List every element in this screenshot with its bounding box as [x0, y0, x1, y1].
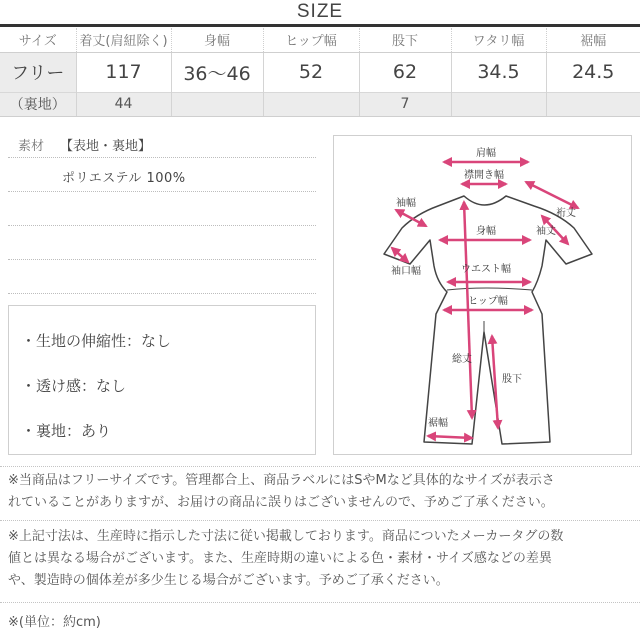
note-line: 値とは異なる場合がございます。また、生産時期の違いによる色・素材・サイズ感などの差異 [8, 551, 552, 566]
cell-hip-width: 52 [263, 52, 359, 92]
note-free-size [8, 470, 634, 514]
cell-lining-empty [451, 92, 546, 116]
note-line: ※当商品はフリーサイズです。管理都合上、商品ラベルにはSやMなど具体的なサイズが表示さ [8, 473, 555, 488]
material-label: 素材 [18, 139, 45, 154]
label-sleeve-length: 袖丈 [536, 226, 556, 237]
divider [8, 225, 316, 226]
divider [8, 191, 316, 192]
note-unit [8, 612, 634, 634]
title-underline [0, 24, 640, 27]
property-sheerness: ・透け感：なし [21, 377, 127, 395]
label-body-width: 身幅 [476, 226, 496, 237]
cell-lining-empty [546, 92, 640, 116]
divider [8, 157, 316, 158]
table-row-lining [0, 92, 640, 116]
header-hip-width: ヒップ幅 [263, 28, 359, 52]
header-size: サイズ [18, 34, 57, 50]
material-title: 【表地・裏地】 [60, 139, 152, 154]
header-body-width: 身幅 [171, 28, 263, 52]
garment-diagram [333, 135, 632, 455]
label-neck: 襟開き幅 [464, 170, 504, 181]
label-total-length: 総丈 [452, 354, 472, 365]
material-value: ポリエステル 100% [62, 171, 186, 186]
fabric-properties-box [8, 305, 316, 455]
label-hip: ヒップ幅 [468, 296, 508, 307]
label-shoulder: 肩幅 [476, 148, 496, 159]
label-waist: ウエスト幅 [461, 264, 511, 275]
cell-lining-label: （裏地） [0, 92, 76, 116]
header-thigh-width: ワタリ幅 [451, 28, 546, 52]
cell-hem-width: 24.5 [546, 52, 640, 92]
divider [8, 259, 316, 260]
divider [0, 602, 640, 603]
cell-lining-inseam: 7 [359, 92, 451, 116]
page-title: SIZE [296, 1, 344, 22]
property-lining: ・裏地：あり [21, 422, 112, 440]
property-stretch: ・生地の伸縮性：なし [21, 332, 172, 350]
table-row [0, 52, 640, 92]
table-header-row [0, 28, 640, 52]
cell-thigh-width: 34.5 [451, 52, 546, 92]
label-hem: 裾幅 [428, 418, 448, 429]
cell-body-width: 36〜46 [171, 52, 263, 92]
label-sleeve-width: 袖幅 [396, 198, 416, 209]
cell-length: 117 [76, 52, 171, 92]
cell-lining-empty [171, 92, 263, 116]
divider [0, 520, 640, 521]
note-line: ※上記寸法は、生産時に指示した寸法に従い掲載しております。商品についたメーカータグの数 [8, 529, 564, 544]
header-inseam: 股下 [359, 28, 451, 52]
cell-lining-length: 44 [76, 92, 171, 116]
note-line: や、製造時の個体差が多少生じる場合がございます。予めご了承ください。 [8, 573, 449, 588]
cell-inseam: 62 [359, 52, 451, 92]
header-hem-width: 裾幅 [546, 28, 640, 52]
note-line: れていることがありますが、お届けの商品に誤りはございませんので、予めご了承ください。 [8, 495, 554, 510]
header-length: 着丈(肩紐除く) [76, 28, 171, 52]
label-yuki: 裄丈 [556, 208, 576, 219]
label-cuff: 袖口幅 [391, 266, 421, 277]
note-line: ※(単位：約cm) [8, 615, 101, 630]
jumpsuit-illustration [334, 136, 631, 454]
label-inseam: 股下 [502, 374, 522, 385]
divider [8, 293, 316, 294]
divider [0, 466, 640, 467]
cell-lining-empty [263, 92, 359, 116]
note-measurements [8, 526, 634, 592]
size-table [0, 28, 640, 117]
cell-size: フリー [0, 52, 76, 92]
